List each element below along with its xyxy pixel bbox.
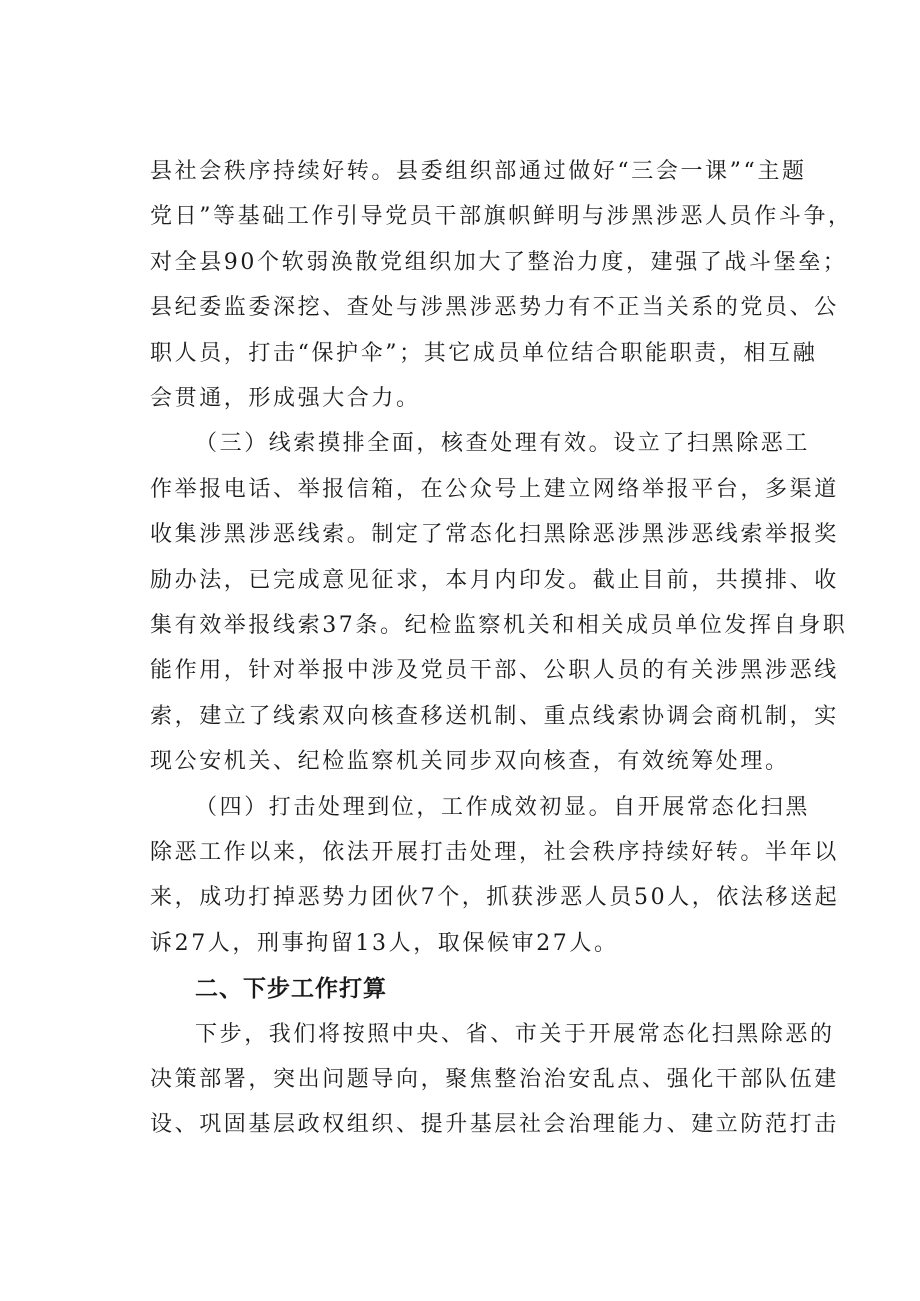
body-line: 索，建立了线索双向核查移送机制、重点线索协调会商机制，实 — [150, 704, 839, 729]
body-line: 来，成功打掉恶势力团伙7个，抓获涉恶人员50人，依法移送起 — [150, 885, 840, 910]
body-line: 设、巩固基层政权组织、提升基层社会治理能力、建立防范打击 — [150, 1112, 839, 1137]
body-line: 作举报电话、举报信箱，在公众号上建立网络举报平台，多渠道 — [150, 477, 839, 502]
body-line: 集有效举报线索37条。纪检监察机关和相关成员单位发挥自身职 — [150, 613, 848, 638]
body-line: 除恶工作以来，依法开展打击处理，社会秩序持续好转。半年以 — [150, 840, 839, 865]
section-heading: 二、下步工作打算 — [195, 976, 387, 1002]
body-line: 对全县90个软弱涣散党组织加大了整治力度，建强了战斗堡垒； — [150, 250, 848, 275]
body-line: 收集涉黑涉恶线索。制定了常态化扫黑除恶涉黑涉恶线索举报奖 — [150, 522, 839, 547]
body-line: 会贯通，形成强大合力。 — [150, 386, 421, 411]
next-steps-first-line: 下步，我们将按照中央、省、市关于开展常态化扫黑除恶的 — [195, 1022, 835, 1047]
section-4-first-line: （四）打击处理到位，工作成效初显。自开展常态化扫黑 — [195, 795, 811, 820]
body-line: 党日”等基础工作引导党员干部旗帜鲜明与涉黑涉恶人员作斗争， — [150, 204, 853, 229]
body-line: 县纪委监委深挖、查处与涉黑涉恶势力有不正当关系的党员、公 — [150, 295, 839, 320]
section-3-first-line: （三）线索摸排全面，核查处理有效。设立了扫黑除恶工 — [195, 431, 811, 456]
body-line: 诉27人，刑事拘留13人，取保候审27人。 — [150, 931, 619, 956]
body-line: 现公安机关、纪检监察机关同步双向核查，有效统筹处理。 — [150, 749, 790, 774]
body-line: 决策部署，突出问题导向，聚焦整治治安乱点、强化干部队伍建 — [150, 1067, 839, 1092]
body-line: 县社会秩序持续好转。县委组织部通过做好“三会一课”“主题 — [150, 159, 807, 184]
body-line: 职人员，打击“保护伞”；其它成员单位结合职能职责，相互融 — [150, 341, 818, 366]
body-line: 能作用，针对举报中涉及党员干部、公职人员的有关涉黑涉恶线 — [150, 658, 839, 683]
body-line: 励办法，已完成意见征求，本月内印发。截止目前，共摸排、收 — [150, 568, 839, 593]
